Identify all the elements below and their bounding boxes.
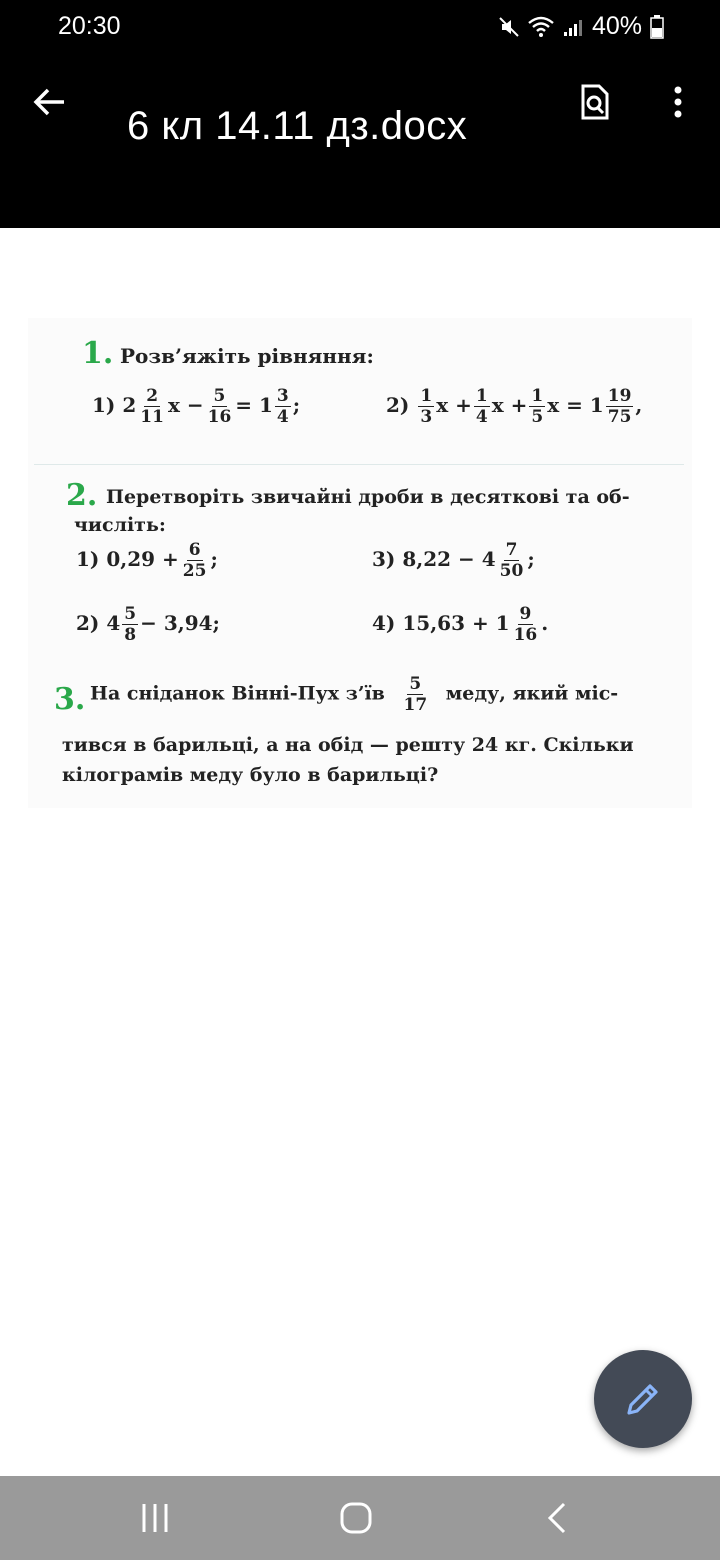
- home-icon[interactable]: [336, 1500, 376, 1536]
- divider: [34, 464, 684, 465]
- task-1-heading: Розв’яжіть рівняння:: [120, 344, 374, 368]
- system-nav-bar: [0, 1476, 720, 1560]
- task-2-heading-line-2: числіть:: [74, 514, 166, 536]
- task-2-heading-line-1: Перетворіть звичайні дроби в десяткові та об-: [106, 486, 630, 508]
- task-3-number: 3.: [54, 682, 86, 717]
- signal-icon: [562, 16, 584, 38]
- battery-percent: 40%: [591, 12, 642, 40]
- task-3-line-1: На сніданок Вінні-Пух з’їв $\frac{5}{17}$ меду, який міс-: [90, 674, 619, 715]
- document-search-icon[interactable]: [574, 82, 614, 122]
- back-nav-icon[interactable]: [538, 1500, 578, 1536]
- task-2-item-1: 1) 0,29 + $\frac{6}{25}$ ;: [76, 540, 218, 581]
- task-2-item-3: 3) 8,22 − 4 $\frac{7}{50}$ ;: [372, 540, 535, 581]
- mute-icon: [498, 16, 520, 38]
- document-title: 6 кл 14.11 дз.docx: [127, 104, 468, 148]
- arrow-left-icon[interactable]: [30, 82, 70, 122]
- task-2-item-2: 2) 4 $\frac{5}{8}$ − 3,94;: [76, 604, 220, 645]
- document-page: [0, 228, 720, 1476]
- more-vert-icon[interactable]: [660, 82, 696, 122]
- recent-apps-icon[interactable]: [136, 1500, 176, 1536]
- battery-icon: [650, 15, 664, 39]
- task-1-equation-2: 2) $\frac{1}{3}$ x + $\frac{1}{4}$ x + $\frac{1}{5}$ x = 1 $\frac{19}{75}$ ,: [386, 386, 643, 427]
- task-1-number: 1.: [82, 336, 114, 371]
- edit-button[interactable]: [594, 1350, 692, 1448]
- status-icons: [498, 12, 664, 41]
- task-3-line-3: кілограмів меду було в барильці?: [62, 764, 439, 786]
- task-3-line-2: тився в барильці, а на обід — решту 24 кг. Скільки: [62, 734, 634, 756]
- task-1-equation-1: 1) 2 $\frac{2}{11}$ x − $\frac{5}{16}$ = 1 $\frac{3}{4}$ ;: [92, 386, 301, 427]
- wifi-icon: [528, 16, 554, 38]
- task-2-item-4: 4) 15,63 + 1 $\frac{9}{16}$ .: [372, 604, 549, 645]
- app-bar: [0, 0, 720, 228]
- task-2-number: 2.: [66, 478, 98, 513]
- pencil-icon: [623, 1379, 663, 1419]
- status-time: 20:30: [58, 12, 121, 40]
